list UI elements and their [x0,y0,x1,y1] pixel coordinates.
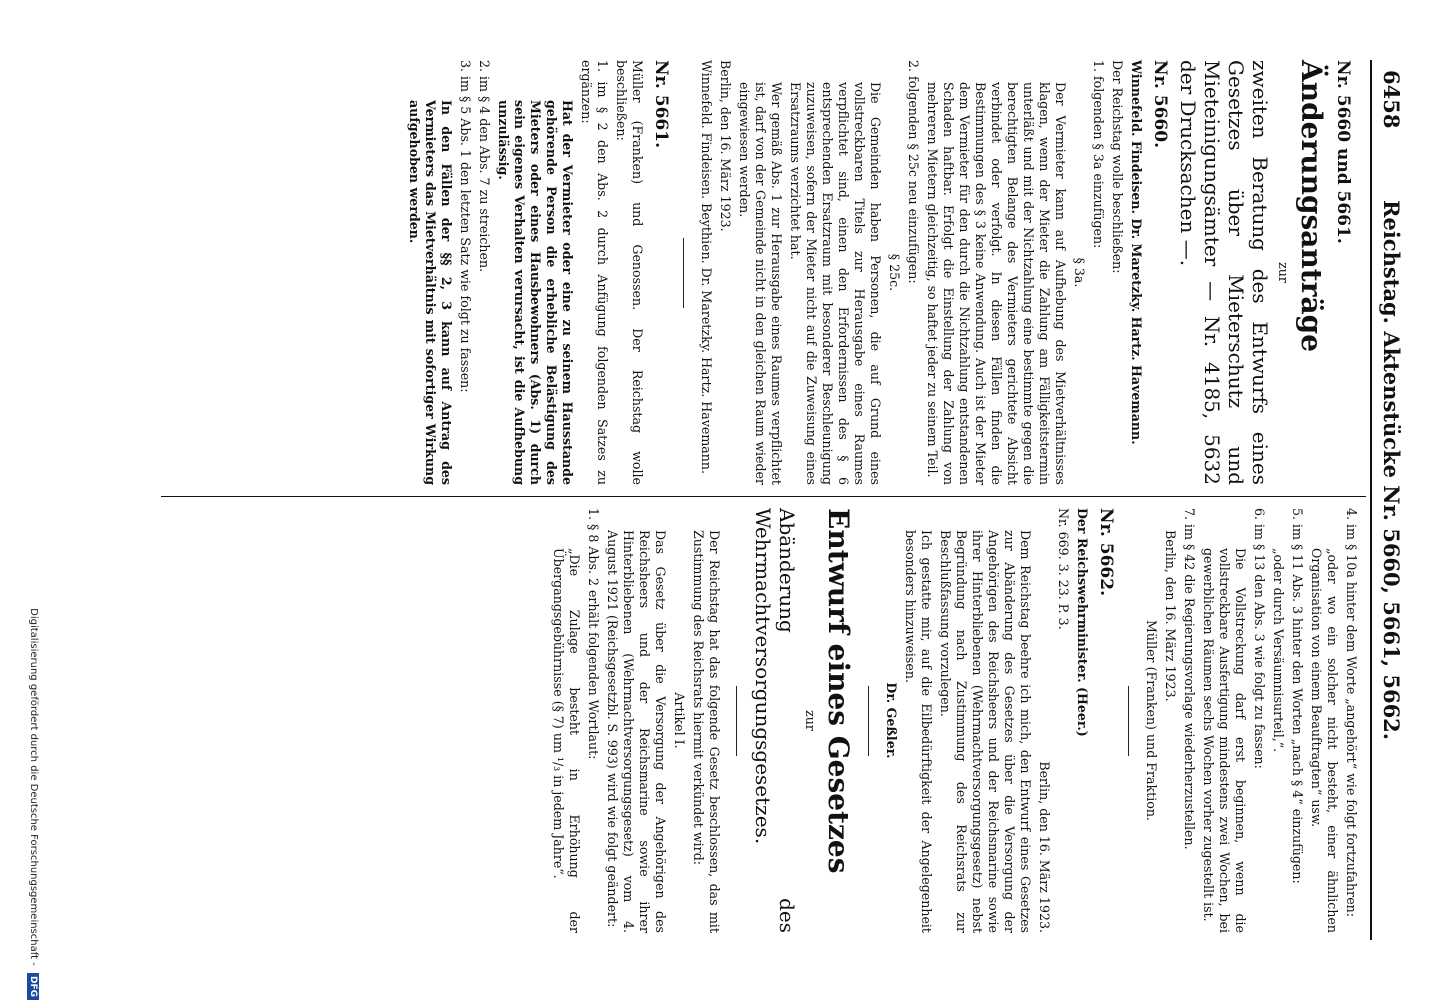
intro-text: zweiten Beratung des Entwurfs eines Gesetzes über Mieterschutz und Mieteinigungsämter — Nr. 4185, 5632 der Drucksachen —. [1176,60,1272,485]
letter-note: Ich gestatte mir, auf die Eilbedürftigkeit der Angelegenheit besonders hinzuweisen. [903,530,934,933]
signers: Winnefeld. Findeisen. Beythien. Dr. Maretzky. Hartz. Havemann. [699,60,714,475]
item-m3: 3. im § 5 Abs. 1 den letzten Satz wie folgt zu fassen: [458,60,473,393]
section-number: Nr. 5660 und 5661. [1333,60,1353,244]
text-5: „oder durch Versäumnisurteil,“. [1271,548,1286,753]
letter-body: Dem Reichstag beehre ich mich, den Entwurf eines Gesetzes zur Abänderung des Gesetzes über die Versorgung der Angehörigen des Reichsheers und der Reichsmarine sowie ihrer Hinterbliebenen (Wehrmachtversorgungsgesetz) nebst Begründung nach Zustimmung des Reichsrats zur Beschlußfassung vorzulegen. [938,530,1033,933]
article-item-1: 1. § 8 Abs. 2 erhält folgenden Wortlaut: [586,508,601,760]
separator-right-3 [736,686,737,756]
date-line: Berlin, den 16. März 1923. [718,60,733,232]
nr-5660: Nr. 5660. [1150,60,1170,149]
text-3a: Der Vermieter kann auf Aufhebung des Mietverhältnisses klagen, wenn der Mieter die Zahlung am Fälligkeitstermin unterläßt und mit der Nichtzahlung eine bestimmte gegen die berechtigten Belange des Vermieters gerichtete Absicht verbindet oder verfolgt. In diesen Fällen finden die Bestimmungen des § 3 keine Anwendung. Auch ist der Mieter dem Vermieter für den durch die Nichtzahlung entstandenen Schaden haftbar. Erfolgt die Einstellung der Zahlung von mehreren Mietern gleichzeitig, so haftet jeder zu seinem Teil. [925,82,1068,485]
item-5: 5. im § 11 Abs. 3 hinter den Worten „nach § 4“ einzufügen: [1290,508,1305,884]
letter-signer: Dr. Geßler. [884,682,899,759]
article-item-1-text: „Die Zulage besteht in Erhöhung der Übergangsgebührnisse (§ 7) um ¹/₃ in jedem Jahre“. [551,548,582,933]
heading-connector: zur [1276,262,1291,283]
text-m1: Hat der Vermieter oder eine zu seinem Hausstande gehörende Person die erhebliche Belästigung des Mieters oder eines Hausbewohners (Abs. 1) durch sein eigenes Verhalten verursacht, ist die Aufhebung unzulässig. [496,100,575,485]
reference: Nr. 669. 3. 23. P. 3. [1056,508,1071,630]
text-m3: In den Fällen der §§ 2, 3 kann auf Antrag des Vermieters das Mietverhältnis mit sofortiger Wirkung aufgehoben werden. [407,100,454,485]
nr-5662: Nr. 5662. [1096,508,1116,597]
column-divider [161,496,1366,497]
credit-text: Digitalisierung gefördert durch die Deutsche Forschungsgemeinschaft - [28,608,39,966]
digitization-credit [27,0,39,1000]
text-6: Die Vollstreckung darf erst beginnen, wenn die vollstreckbare Ausfertigung mindestens zwei Wochen, bei gewerblichen Räumen sechs Wochen vorher zugestellt ist. [1201,548,1248,933]
item-7: 7. im § 42 die Regierungsvorlage wiederherzustellen. [1182,508,1197,850]
draft-subtitle: Abänderung des Wehrmachtversorgungsgesetzes. [751,508,799,933]
paragraph-25c: § 25c. [887,253,902,292]
dfg-logo: DFG [27,973,39,1000]
item-6: 6. im § 13 den Abs. 3 wie folgt zu fassen: [1252,508,1267,769]
separator [683,238,684,308]
draft-connector: zur [803,710,818,731]
paragraph-3a: § 3a. [1072,257,1087,288]
item-4: 4. im § 10a hinter dem Worte „angehört“ wie folgt fortzufahren: [1344,508,1359,917]
separator-right-2 [868,686,869,756]
left-column [403,60,1359,485]
enactment-clause: Der Reichstag hat das folgende Gesetz beschlossen, das mit Zustimmung des Reichsrats hiermit verkündet wird: [691,530,722,933]
text-25c-1: Die Gemeinden haben Personen, die auf Grund eines vollstreckbaren Titels zur Herausgabe eines Raumes verpflichtet sind, einen den Erfordernissen des § 6 entsprechenden Ersatzraum mit besonderer Beschleunigung zuzuweisen, sofern der Mieter nicht auf die Zuweisung eines Ersatzraums verzichtet hat. [788,82,883,485]
nr-5661: Nr. 5661. [651,60,671,149]
letter-date: Berlin, den 16. März 1923. [1037,761,1052,933]
date-line-right: Berlin, den 16. März 1923. [1163,530,1178,702]
minister: Der Reichswehrminister. (Heer.) [1075,508,1090,737]
article-text: Das Gesetz über die Versorgung der Angehörigen des Reichsheers und der Reichsmarine sowie ihrer Hinterbliebenen (Wehrmachtversorgungsgesetz) vom 4. August 1921 (Reichsgesetzbl. S. 993) wird wie folgt geändert: [605,530,668,933]
signature-fraction: Müller (Franken) und Fraktion. [1144,620,1159,821]
page-number: 6458 [1379,70,1404,129]
proposers: Winnefeld. Findeisen. Dr. Maretzky. Hartz. Havemann. [1129,60,1144,445]
mueller-motion: Müller (Franken) und Genossen. Der Reichstag wolle beschließen: [614,60,645,485]
section-heading: Änderungsanträge [1295,60,1328,353]
separator-right [1128,686,1129,756]
motion-text: Der Reichstag wolle beschließen: [1110,60,1125,274]
item-1: 1. folgenden § 3a einzufügen: [1091,60,1106,249]
item-2: 2. folgenden § 25c neu einzufügen: [906,60,921,284]
item-m2: 2. im § 4 den Abs. 7 zu streichen. [477,60,492,273]
header-rule [1370,60,1372,940]
item-m1: 1. im § 2 den Abs. 2 durch Anfügung folgenden Satzes zu ergänzen: [579,60,610,485]
right-column [547,508,1359,933]
draft-title: Entwurf eines Gesetzes [822,508,855,874]
article-heading: Artikel I. [672,692,687,749]
running-title: Reichstag. Aktenstücke Nr. 5660, 5661, 5662. [1379,200,1404,741]
text-25c-2: Wer gemäß Abs. 1 zur Herausgabe eines Raumes verpflichtet ist, darf von der Gemeinde nicht in den gleichen Raum wieder eingewiesen werden. [737,82,784,485]
text-4: „oder wo ein solcher nicht besteht, einer ähnlichen Organisation von einem Beauftragten“ usw. [1309,548,1340,933]
